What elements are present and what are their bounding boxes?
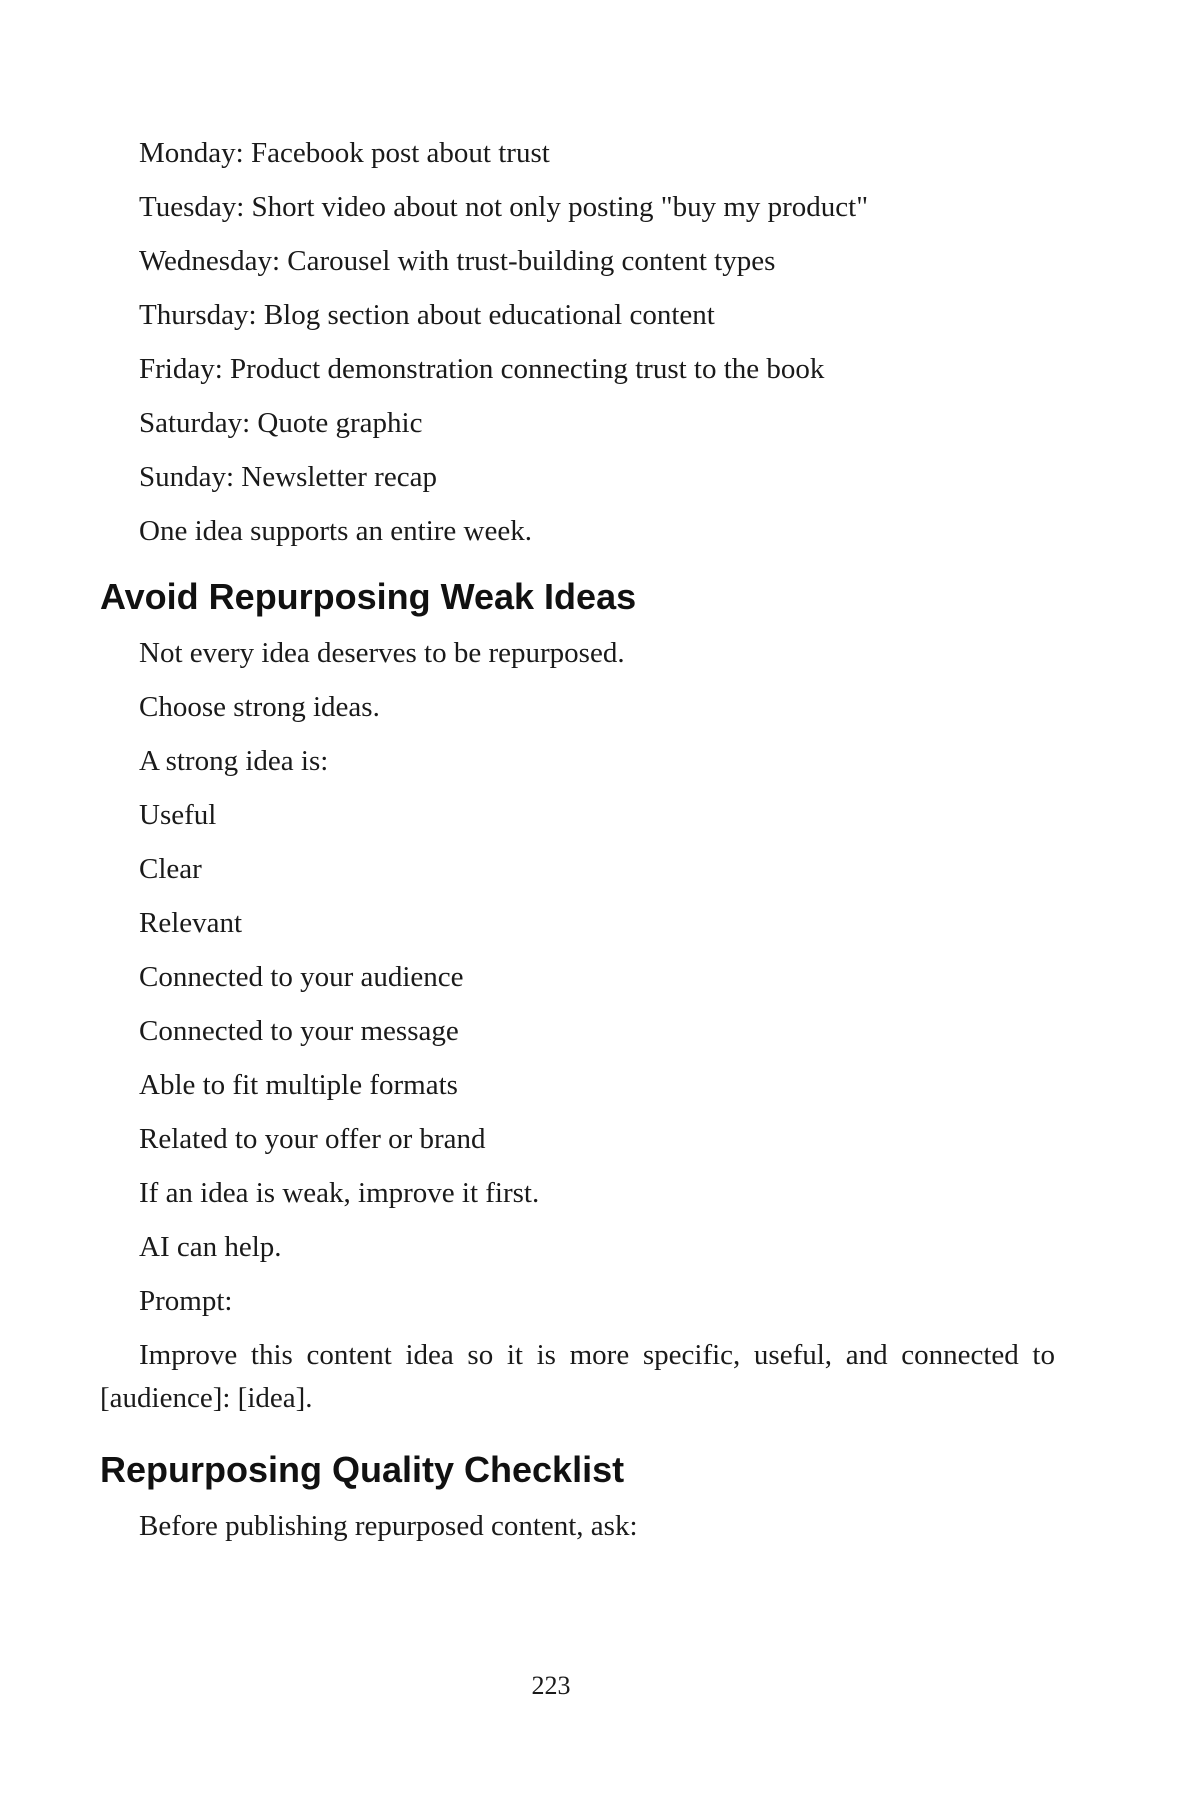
section-heading-checklist: Repurposing Quality Checklist	[100, 1449, 625, 1490]
strong-idea-trait: Clear	[139, 853, 202, 885]
paragraph: Not every idea deserves to be repurposed.	[139, 637, 625, 669]
paragraph: A strong idea is:	[139, 745, 329, 777]
prompt-text: Improve this content idea so it is more specific, useful, and connected to [audience]: [idea].	[100, 1339, 1055, 1414]
paragraph: Before publishing repurposed content, ask:	[139, 1510, 638, 1542]
strong-idea-trait: Relevant	[139, 907, 243, 939]
week-plan-item-tuesday: Tuesday: Short video about not only posting "buy my product"	[139, 191, 869, 223]
week-plan-item-friday: Friday: Product demonstration connecting trust to the book	[139, 353, 825, 385]
strong-idea-trait: Related to your offer or brand	[139, 1123, 486, 1155]
week-plan-summary: One idea supports an entire week.	[139, 515, 532, 547]
paragraph: If an idea is weak, improve it first.	[139, 1177, 540, 1209]
page-number: 223	[531, 1671, 571, 1700]
week-plan-item-sunday: Sunday: Newsletter recap	[139, 461, 437, 493]
paragraph: AI can help.	[139, 1231, 282, 1263]
paragraph: Choose strong ideas.	[139, 691, 380, 723]
week-plan-item-thursday: Thursday: Blog section about educational content	[139, 299, 715, 331]
section-heading-weak-ideas: Avoid Repurposing Weak Ideas	[100, 576, 637, 617]
week-plan-item-monday: Monday: Facebook post about trust	[139, 137, 550, 169]
strong-idea-trait: Connected to your message	[139, 1015, 459, 1047]
prompt-label: Prompt:	[139, 1285, 233, 1317]
week-plan-item-saturday: Saturday: Quote graphic	[139, 407, 423, 439]
page-body	[100, 132, 1055, 1559]
strong-idea-trait: Connected to your audience	[139, 961, 464, 993]
strong-idea-trait: Useful	[139, 799, 217, 831]
week-plan-item-wednesday: Wednesday: Carousel with trust-building content types	[139, 245, 776, 277]
strong-idea-trait: Able to fit multiple formats	[139, 1069, 458, 1101]
